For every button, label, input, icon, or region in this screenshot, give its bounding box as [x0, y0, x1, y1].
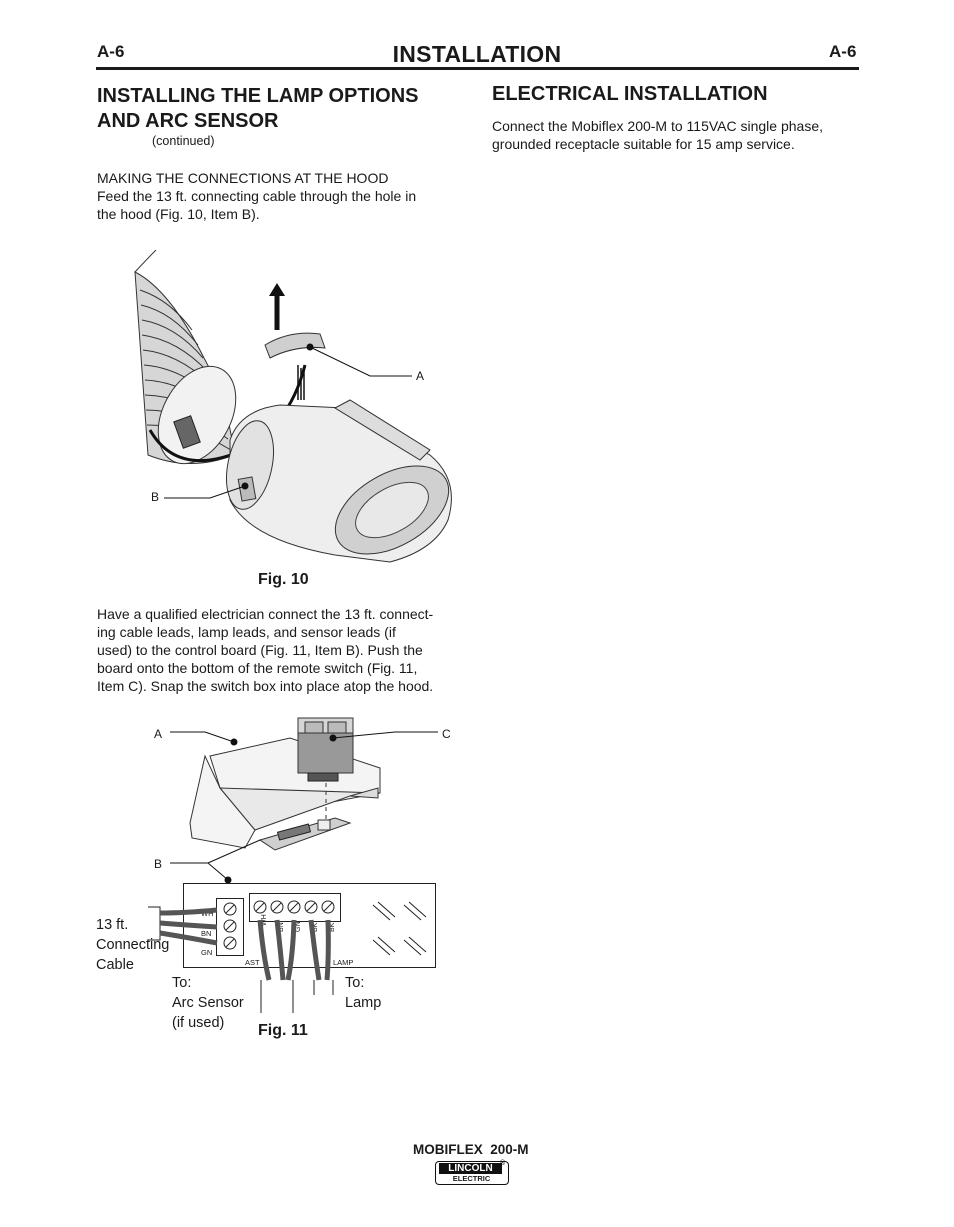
fig11-caption: Fig. 11: [258, 1022, 308, 1039]
lamp-lead-label-line1: To:: [345, 975, 365, 991]
fig11-callout-a: A: [154, 727, 163, 741]
section-heading-line1: INSTALLING THE LAMP OPTIONS: [97, 85, 419, 107]
fig11-callout-c: C: [442, 727, 451, 741]
page-number-left: A-6: [97, 42, 125, 61]
lamp-label: LAMP: [333, 958, 354, 967]
left-term-label-bn: BN: [201, 929, 212, 938]
remote-switch-body: [298, 733, 353, 773]
para2-line3: used) to the control board (Fig. 11, Item B). Push the: [97, 642, 423, 658]
logo-registered-mark: ®: [500, 1160, 506, 1167]
electrical-para-line1: Connect the Mobiflex 200-M to 115VAC single phase,: [492, 118, 824, 134]
para2-line5: Item C). Snap the switch box into place atop the hood.: [97, 678, 434, 694]
lincoln-electric-logo: [435, 1161, 509, 1185]
header-rule: [96, 67, 859, 70]
cable-label-line2: Connecting: [96, 937, 170, 953]
ast-label: AST: [245, 958, 260, 967]
para1-line1: MAKING THE CONNECTIONS AT THE HOOD: [97, 170, 389, 186]
fig10-caption: Fig. 10: [258, 571, 309, 588]
fig10-callout-a: A: [416, 369, 425, 383]
top-term-label-bn: BN: [278, 922, 285, 932]
arc-sensor-label-line1: To:: [172, 975, 192, 991]
top-term-label-gn: GN: [295, 921, 302, 932]
lamp-lead-label-line2: Lamp: [345, 995, 382, 1011]
fig11-callout-b: B: [154, 857, 163, 871]
top-term-label-bk1: BK: [312, 922, 319, 932]
para2-line1: Have a qualified electrician connect the 13 ft. connect-: [97, 606, 434, 622]
arc-sensor-label-line2: Arc Sensor: [172, 995, 244, 1011]
electrical-para-line2: grounded receptacle suitable for 15 amp service.: [492, 136, 795, 152]
footer-model: MOBIFLEX 200-M: [413, 1142, 529, 1157]
para2-line4: board onto the bottom of the remote switch (Fig. 11,: [97, 660, 418, 676]
para1-line3: the hood (Fig. 10, Item B).: [97, 206, 260, 222]
cable-label-line3: Cable: [96, 957, 134, 973]
top-term-label-bk2: BK: [329, 922, 336, 932]
left-term-label-wh: WH: [201, 909, 214, 918]
fig10-illustration: [130, 250, 470, 570]
fig11-switch-assembly: [150, 708, 460, 886]
logo-lincoln-text: LINCOLN: [439, 1163, 502, 1174]
left-term-label-gn: GN: [201, 948, 213, 957]
cable-label-line1: 13 ft.: [96, 917, 129, 933]
continued-label: (continued): [152, 134, 215, 148]
logo-electric-text: ELECTRIC: [452, 1174, 491, 1183]
page-title: INSTALLATION: [392, 41, 562, 67]
electrical-heading: ELECTRICAL INSTALLATION: [492, 83, 768, 105]
para2-line2: ing cable leads, lamp leads, and sensor leads (if: [97, 624, 396, 640]
para1-line2: Feed the 13 ft. connecting cable through the hole in: [97, 188, 417, 204]
cable-boot: [265, 333, 325, 358]
fig10-callout-b: B: [151, 490, 160, 504]
arc-sensor-label-line3: (if used): [172, 1015, 225, 1031]
section-heading-line2: AND ARC SENSOR: [97, 110, 279, 132]
page-number-right: A-6: [829, 42, 857, 61]
top-term-label-wh: WH: [261, 914, 268, 926]
